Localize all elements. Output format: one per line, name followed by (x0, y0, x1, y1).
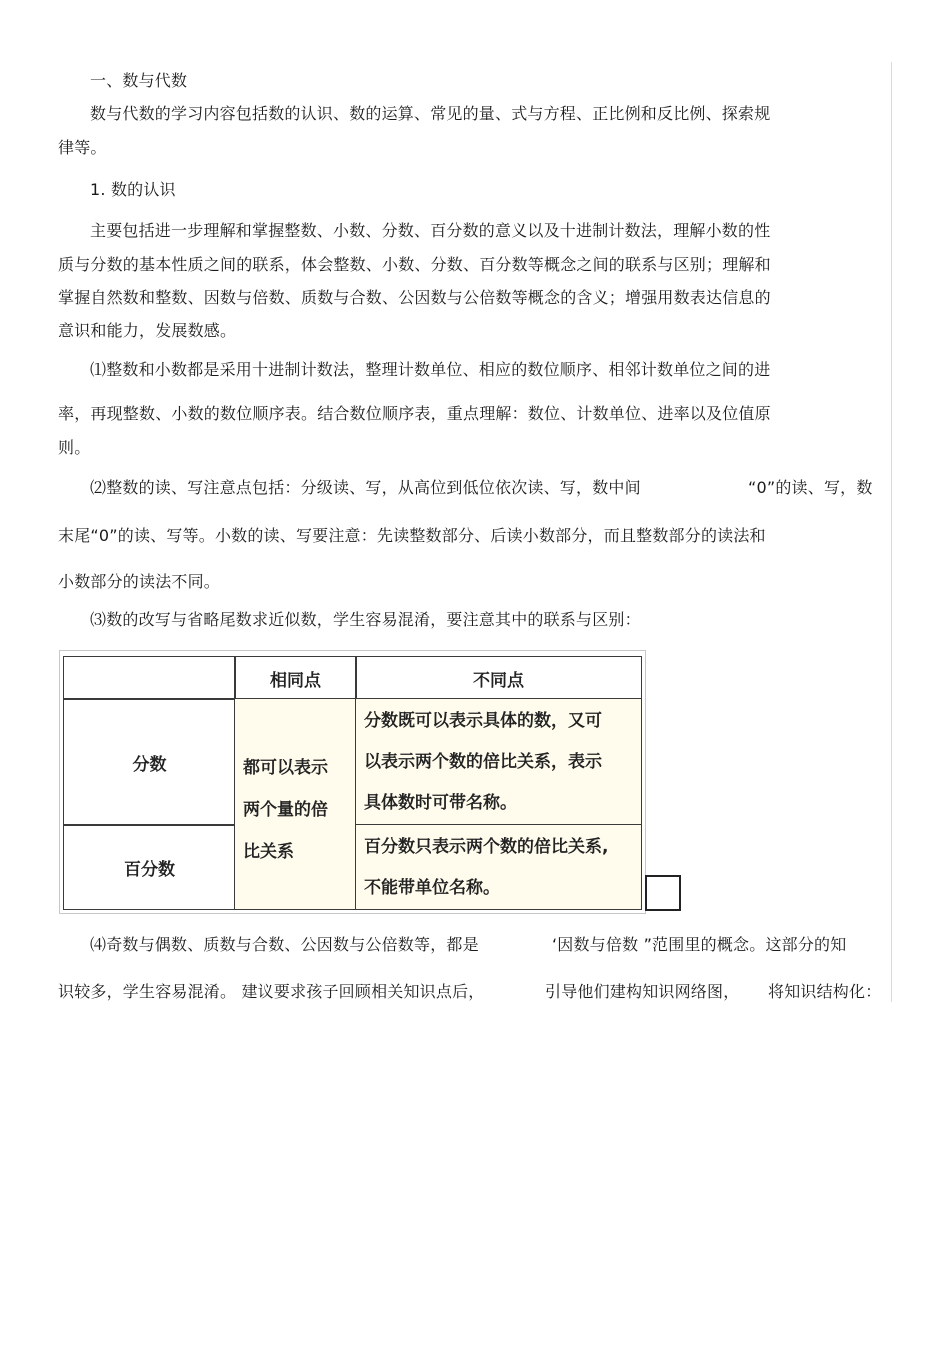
row-label-fraction: 分数 (63, 698, 236, 826)
table-header-empty (63, 656, 236, 700)
table-diff-percent (355, 824, 642, 910)
point4-line-2b: 引导他们建构知识网络图， (545, 982, 740, 1001)
empty-checkbox-square (645, 875, 681, 911)
point4-line-2c: 将知识结构化： (768, 982, 882, 1001)
point3-line: ⑶数的改写与省略尾数求近似数，学生容易混淆，要注意其中的联系与区别： (90, 610, 641, 629)
point4-line-1b: ‘因数与倍数 ”范围里的概念。这部分的知 (552, 935, 847, 954)
point1-line-3: 则。 (58, 438, 91, 457)
point2-line-3: 小数部分的读法不同。 (58, 572, 221, 591)
page-right-border (891, 62, 892, 1002)
point2-line-1a: ⑵整数的读、写注意点包括：分级读、写，从高位到低位依次读、写，数中间 (90, 478, 641, 497)
table-common-cell (234, 698, 357, 910)
common-line-3: 比关系 (243, 842, 294, 862)
body-line-1: 主要包括进一步理解和掌握整数、小数、分数、百分数的意义以及十进制计数法，理解小数的性 (90, 221, 771, 240)
body-line-4: 意识和能力，发展数感。 (58, 321, 237, 340)
diff-fraction-line-3: 具体数时可带名称。 (364, 793, 517, 813)
table-header-common: 相同点 (234, 656, 357, 700)
diff-percent-line-2: 不能带单位名称。 (364, 878, 500, 898)
comparison-table (59, 650, 646, 914)
common-line-1: 都可以表示 (243, 758, 328, 778)
body-line-3: 掌握自然数和整数、因数与倍数、质数与合数、公因数与公倍数等概念的含义；增强用数表达信息的 (58, 288, 771, 307)
point4-line-2a: 识较多，学生容易混淆。 建议要求孩子回顾相关知识点后， (58, 982, 485, 1001)
point1-line-1: ⑴整数和小数都是采用十进制计数法，整理计数单位、相应的数位顺序、相邻计数单位之间的进 (90, 360, 771, 379)
common-line-2: 两个量的倍 (243, 800, 328, 820)
point4-line-1a: ⑷奇数与偶数、质数与合数、公因数与公倍数等，都是 (90, 935, 479, 954)
section-title: 一、数与代数 (90, 71, 188, 90)
diff-fraction-line-2: 以表示两个数的倍比关系，表示 (364, 752, 602, 772)
intro-line-2: 律等。 (58, 138, 107, 157)
table-header-diff: 不同点 (355, 656, 642, 700)
row-label-percent: 百分数 (63, 824, 236, 910)
point1-line-2: 率，再现整数、小数的数位顺序表。结合数位顺序表，重点理解：数位、计数单位、进率以及位值原 (58, 404, 771, 423)
body-line-2: 质与分数的基本性质之间的联系，体会整数、小数、分数、百分数等概念之间的联系与区别；理解和 (58, 255, 771, 274)
table-diff-fraction (355, 698, 642, 826)
subsection-title: 1. 数的认识 (90, 180, 176, 199)
point2-line-2: 末尾“0”的读、写等。小数的读、写要注意：先读整数部分、后读小数部分，而且整数部分的读法和 (58, 526, 766, 545)
intro-line-1: 数与代数的学习内容包括数的认识、数的运算、常见的量、式与方程、正比例和反比例、探索规 (90, 104, 771, 123)
point2-line-1b: “0”的读、写，数 (748, 478, 873, 497)
diff-percent-line-1: 百分数只表示两个数的倍比关系, (364, 837, 609, 857)
diff-fraction-line-1: 分数既可以表示具体的数，又可 (364, 711, 602, 731)
